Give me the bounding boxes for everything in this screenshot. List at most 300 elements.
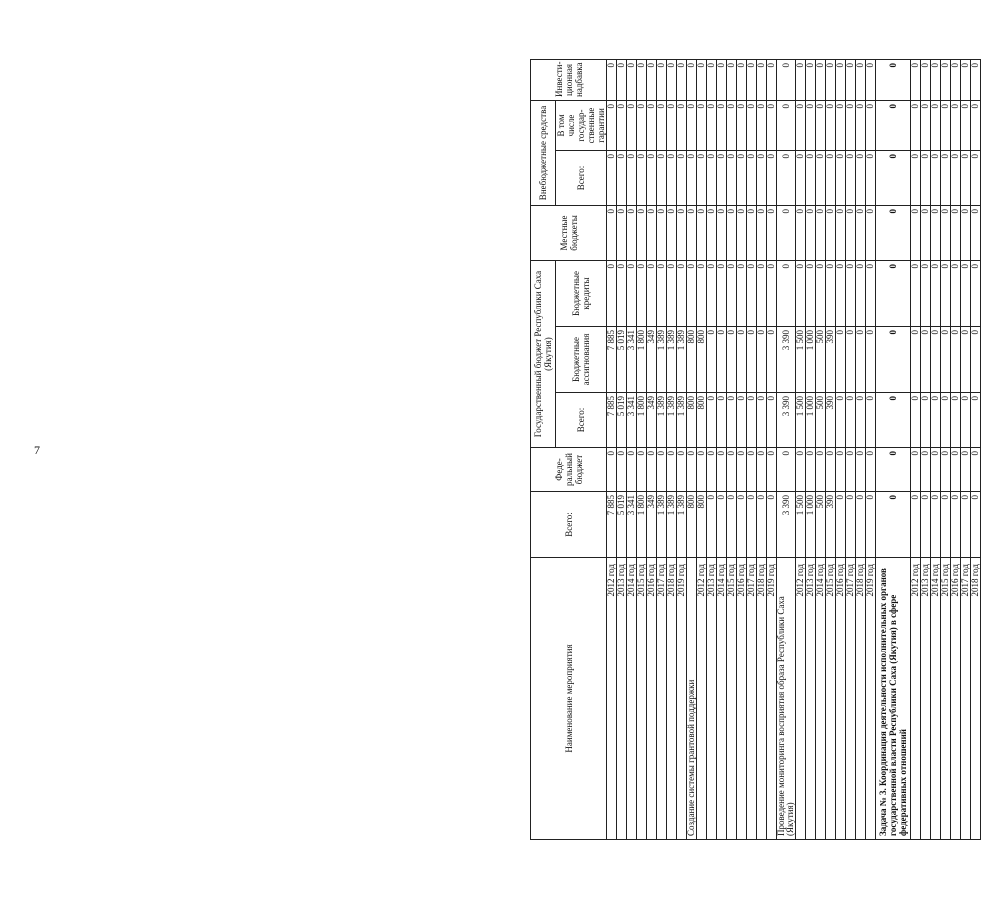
value-cell: 0 — [836, 448, 846, 492]
value-cell: 1 389 — [667, 327, 677, 393]
value-cell: 0 — [961, 206, 971, 261]
value-cell: 0 — [836, 492, 846, 558]
value-cell: 5 019 — [617, 492, 627, 558]
value-cell: 0 — [697, 206, 707, 261]
value-cell: 0 — [796, 206, 806, 261]
value-cell: 0 — [931, 59, 941, 100]
value-cell: 0 — [687, 100, 697, 150]
year-row — [727, 59, 737, 839]
row-name: 2018 год — [757, 558, 767, 840]
value-cell: 0 — [657, 261, 667, 327]
year-row — [767, 59, 777, 839]
value-cell: 0 — [866, 100, 876, 150]
value-cell: 0 — [921, 261, 931, 327]
row-name: Задача № 3. Координация деятельности исполнительных органов государственной власти Республики Саха (Якутия) в сфере федеративных отношений — [876, 558, 911, 840]
budget-table — [530, 59, 981, 840]
value-cell: 0 — [727, 261, 737, 327]
value-cell: 7 885 — [607, 327, 617, 393]
page-number: 7 — [34, 443, 40, 457]
year-row — [717, 59, 727, 839]
value-cell: 0 — [607, 151, 617, 206]
row-name: 2015 год — [826, 558, 836, 840]
year-row — [617, 59, 627, 839]
value-cell: 0 — [931, 206, 941, 261]
value-cell: 0 — [921, 100, 931, 150]
value-cell: 0 — [737, 100, 747, 150]
header-state-assignments: Бюджетные ассигнования — [556, 327, 607, 393]
value-cell: 0 — [846, 206, 856, 261]
value-cell: 0 — [856, 448, 866, 492]
value-cell: 0 — [707, 492, 717, 558]
year-row — [806, 59, 816, 839]
value-cell: 1 389 — [657, 393, 667, 448]
row-name: 2019 год — [866, 558, 876, 840]
value-cell: 349 — [647, 492, 657, 558]
value-cell: 0 — [876, 492, 911, 558]
value-cell: 0 — [911, 448, 921, 492]
value-cell: 0 — [737, 327, 747, 393]
value-cell: 0 — [637, 151, 647, 206]
value-cell: 0 — [617, 59, 627, 100]
value-cell: 0 — [826, 448, 836, 492]
value-cell: 0 — [727, 206, 737, 261]
value-cell: 0 — [866, 393, 876, 448]
value-cell: 0 — [826, 261, 836, 327]
value-cell: 3 341 — [627, 492, 637, 558]
value-cell: 0 — [876, 327, 911, 393]
value-cell: 0 — [941, 327, 951, 393]
value-cell: 0 — [627, 59, 637, 100]
value-cell: 500 — [816, 393, 826, 448]
value-cell: 0 — [921, 327, 931, 393]
value-cell: 0 — [836, 59, 846, 100]
value-cell: 0 — [647, 206, 657, 261]
value-cell: 7 885 — [607, 393, 617, 448]
value-cell: 0 — [856, 261, 866, 327]
year-row — [737, 59, 747, 839]
value-cell: 0 — [657, 206, 667, 261]
year-row — [697, 59, 707, 839]
value-cell: 0 — [757, 206, 767, 261]
value-cell: 0 — [667, 206, 677, 261]
value-cell: 0 — [637, 100, 647, 150]
table-body — [607, 59, 981, 839]
value-cell: 0 — [757, 100, 767, 150]
header-extrabudget: Внебюджетные средства — [531, 100, 556, 205]
value-cell: 0 — [911, 59, 921, 100]
value-cell: 0 — [737, 151, 747, 206]
value-cell: 0 — [747, 393, 757, 448]
year-row — [951, 59, 961, 839]
value-cell: 0 — [697, 100, 707, 150]
value-cell: 0 — [921, 492, 931, 558]
row-name: 2015 год — [941, 558, 951, 840]
value-cell: 0 — [657, 59, 667, 100]
value-cell: 800 — [687, 327, 697, 393]
value-cell: 0 — [796, 448, 806, 492]
value-cell: 0 — [727, 492, 737, 558]
value-cell: 0 — [806, 100, 816, 150]
value-cell: 0 — [707, 393, 717, 448]
value-cell: 0 — [707, 151, 717, 206]
value-cell: 0 — [941, 151, 951, 206]
value-cell: 0 — [866, 492, 876, 558]
row-name: 2016 год — [951, 558, 961, 840]
value-cell: 0 — [816, 206, 826, 261]
value-cell: 0 — [767, 393, 777, 448]
value-cell: 3 341 — [627, 393, 637, 448]
value-cell: 0 — [717, 59, 727, 100]
value-cell: 800 — [697, 393, 707, 448]
value-cell: 0 — [727, 327, 737, 393]
value-cell: 0 — [951, 206, 961, 261]
row-name: 2013 год — [617, 558, 627, 840]
value-cell: 0 — [647, 59, 657, 100]
value-cell: 1 389 — [667, 492, 677, 558]
row-name: 2014 год — [717, 558, 727, 840]
row-name: 2012 год — [607, 558, 617, 840]
value-cell: 0 — [697, 261, 707, 327]
value-cell: 0 — [866, 448, 876, 492]
value-cell: 0 — [777, 100, 796, 150]
value-cell: 0 — [777, 59, 796, 100]
row-name: 2013 год — [806, 558, 816, 840]
value-cell: 0 — [941, 100, 951, 150]
value-cell: 0 — [617, 206, 627, 261]
header-federal: Феде-ральный бюджет — [531, 448, 607, 492]
value-cell: 0 — [697, 59, 707, 100]
value-cell: 0 — [767, 448, 777, 492]
value-cell: 0 — [876, 393, 911, 448]
value-cell: 0 — [856, 393, 866, 448]
value-cell: 0 — [971, 100, 981, 150]
value-cell: 0 — [667, 100, 677, 150]
value-cell: 0 — [617, 448, 627, 492]
value-cell: 0 — [607, 261, 617, 327]
value-cell: 349 — [647, 393, 657, 448]
value-cell: 1 389 — [657, 327, 667, 393]
value-cell: 0 — [921, 151, 931, 206]
value-cell: 0 — [647, 100, 657, 150]
value-cell: 0 — [627, 448, 637, 492]
value-cell: 1 000 — [806, 492, 816, 558]
value-cell: 1 800 — [637, 393, 647, 448]
value-cell: 0 — [737, 492, 747, 558]
value-cell: 1 800 — [637, 492, 647, 558]
value-cell: 0 — [806, 448, 816, 492]
value-cell: 0 — [836, 393, 846, 448]
value-cell: 0 — [931, 151, 941, 206]
value-cell: 0 — [697, 448, 707, 492]
row-name: Проведение мониторинга восприятия образа Республики Саха (Якутия) — [777, 558, 796, 840]
value-cell: 0 — [856, 59, 866, 100]
year-row — [796, 59, 806, 839]
header-local: Местные бюджеты — [531, 206, 607, 261]
value-cell: 0 — [836, 151, 846, 206]
value-cell: 0 — [607, 59, 617, 100]
value-cell: 0 — [876, 100, 911, 150]
row-name: 2014 год — [931, 558, 941, 840]
value-cell: 0 — [951, 261, 961, 327]
value-cell: 0 — [951, 327, 961, 393]
value-cell: 0 — [637, 448, 647, 492]
header-state-budget: Государственный бюджет Республики Саха (Якутия) — [531, 261, 556, 448]
value-cell: 0 — [757, 261, 767, 327]
value-cell: 0 — [707, 327, 717, 393]
value-cell: 0 — [911, 151, 921, 206]
value-cell: 0 — [971, 492, 981, 558]
value-cell: 0 — [806, 261, 816, 327]
value-cell: 500 — [816, 327, 826, 393]
value-cell: 0 — [707, 261, 717, 327]
row-name: Создание системы грантовой поддержки — [687, 558, 697, 840]
value-cell: 0 — [866, 261, 876, 327]
value-cell: 0 — [687, 261, 697, 327]
value-cell: 0 — [637, 59, 647, 100]
header-row-top — [531, 59, 556, 839]
value-cell: 1 800 — [637, 327, 647, 393]
value-cell: 0 — [607, 100, 617, 150]
value-cell: 1 389 — [677, 327, 687, 393]
value-cell: 0 — [747, 261, 757, 327]
value-cell: 0 — [856, 151, 866, 206]
value-cell: 0 — [727, 151, 737, 206]
year-row — [961, 59, 971, 839]
value-cell: 0 — [941, 393, 951, 448]
value-cell: 390 — [826, 492, 836, 558]
value-cell: 1 389 — [667, 393, 677, 448]
value-cell: 0 — [717, 100, 727, 150]
value-cell: 0 — [931, 100, 941, 150]
value-cell: 0 — [627, 100, 637, 150]
value-cell: 0 — [931, 492, 941, 558]
value-cell: 0 — [971, 261, 981, 327]
activity-row — [777, 59, 796, 839]
value-cell: 0 — [846, 151, 856, 206]
value-cell: 0 — [921, 448, 931, 492]
value-cell: 0 — [637, 206, 647, 261]
value-cell: 0 — [806, 206, 816, 261]
value-cell: 0 — [717, 151, 727, 206]
value-cell: 0 — [961, 261, 971, 327]
value-cell: 0 — [617, 100, 627, 150]
value-cell: 500 — [816, 492, 826, 558]
value-cell: 0 — [717, 327, 727, 393]
year-row — [667, 59, 677, 839]
value-cell: 0 — [816, 448, 826, 492]
value-cell: 0 — [747, 448, 757, 492]
value-cell: 0 — [777, 206, 796, 261]
value-cell: 0 — [856, 100, 866, 150]
value-cell: 0 — [667, 448, 677, 492]
year-row — [971, 59, 981, 839]
value-cell: 0 — [921, 59, 931, 100]
value-cell: 0 — [961, 100, 971, 150]
value-cell: 0 — [757, 492, 767, 558]
value-cell: 0 — [846, 100, 856, 150]
year-row — [911, 59, 921, 839]
value-cell: 1 389 — [657, 492, 667, 558]
value-cell: 0 — [846, 448, 856, 492]
value-cell: 0 — [951, 151, 961, 206]
value-cell: 0 — [846, 327, 856, 393]
value-cell: 0 — [846, 393, 856, 448]
row-name: 2018 год — [971, 558, 981, 840]
value-cell: 0 — [941, 261, 951, 327]
value-cell: 3 390 — [777, 492, 796, 558]
row-name: 2016 год — [647, 558, 657, 840]
value-cell: 0 — [747, 492, 757, 558]
value-cell: 0 — [667, 151, 677, 206]
value-cell: 0 — [757, 448, 767, 492]
value-cell: 0 — [961, 448, 971, 492]
value-cell: 0 — [796, 261, 806, 327]
value-cell: 1 000 — [806, 393, 816, 448]
value-cell: 0 — [826, 100, 836, 150]
value-cell: 0 — [971, 448, 981, 492]
value-cell: 0 — [767, 327, 777, 393]
value-cell: 0 — [796, 151, 806, 206]
value-cell: 0 — [607, 206, 617, 261]
value-cell: 0 — [677, 100, 687, 150]
value-cell: 1 389 — [677, 393, 687, 448]
value-cell: 0 — [971, 59, 981, 100]
value-cell: 0 — [727, 100, 737, 150]
value-cell: 0 — [796, 100, 806, 150]
row-name: 2016 год — [836, 558, 846, 840]
value-cell: 0 — [757, 393, 767, 448]
value-cell: 0 — [677, 59, 687, 100]
value-cell: 0 — [717, 492, 727, 558]
value-cell: 0 — [617, 151, 627, 206]
value-cell: 0 — [697, 151, 707, 206]
value-cell: 0 — [727, 59, 737, 100]
value-cell: 0 — [921, 393, 931, 448]
value-cell: 0 — [647, 151, 657, 206]
value-cell: 800 — [687, 492, 697, 558]
value-cell: 0 — [707, 59, 717, 100]
value-cell: 800 — [697, 492, 707, 558]
value-cell: 0 — [737, 59, 747, 100]
value-cell: 0 — [866, 206, 876, 261]
row-name: 2013 год — [707, 558, 717, 840]
value-cell: 0 — [971, 327, 981, 393]
value-cell: 800 — [687, 393, 697, 448]
year-row — [816, 59, 826, 839]
year-row — [941, 59, 951, 839]
row-name: 2018 год — [856, 558, 866, 840]
value-cell: 0 — [961, 59, 971, 100]
value-cell: 0 — [727, 393, 737, 448]
value-cell: 0 — [931, 327, 941, 393]
value-cell: 0 — [687, 448, 697, 492]
value-cell: 0 — [951, 100, 961, 150]
value-cell: 0 — [931, 393, 941, 448]
value-cell: 0 — [836, 100, 846, 150]
value-cell: 1 000 — [806, 327, 816, 393]
year-row — [627, 59, 637, 839]
value-cell: 0 — [866, 151, 876, 206]
row-name: 2017 год — [657, 558, 667, 840]
value-cell: 0 — [747, 206, 757, 261]
value-cell: 0 — [856, 327, 866, 393]
value-cell: 0 — [806, 59, 816, 100]
value-cell: 0 — [961, 393, 971, 448]
year-row — [921, 59, 931, 839]
value-cell: 0 — [707, 100, 717, 150]
value-cell: 0 — [767, 100, 777, 150]
row-name: 2013 год — [921, 558, 931, 840]
year-row — [657, 59, 667, 839]
value-cell: 3 341 — [627, 327, 637, 393]
row-name: 2016 год — [737, 558, 747, 840]
value-cell: 0 — [911, 327, 921, 393]
value-cell: 0 — [931, 448, 941, 492]
value-cell: 0 — [941, 59, 951, 100]
value-cell: 0 — [707, 448, 717, 492]
value-cell: 0 — [876, 261, 911, 327]
year-row — [826, 59, 836, 839]
value-cell: 0 — [856, 492, 866, 558]
value-cell: 0 — [677, 261, 687, 327]
value-cell: 0 — [707, 206, 717, 261]
value-cell: 0 — [951, 448, 961, 492]
value-cell: 0 — [806, 151, 816, 206]
row-name: 2018 год — [667, 558, 677, 840]
header-investment: Инвести-ционная надбавка — [531, 59, 607, 100]
value-cell: 0 — [677, 448, 687, 492]
value-cell: 7 885 — [607, 492, 617, 558]
row-name: 2015 год — [727, 558, 737, 840]
value-cell: 0 — [971, 151, 981, 206]
activity-row — [687, 59, 697, 839]
value-cell: 0 — [747, 151, 757, 206]
value-cell: 0 — [627, 206, 637, 261]
value-cell: 0 — [617, 261, 627, 327]
value-cell: 1 500 — [796, 492, 806, 558]
value-cell: 0 — [717, 393, 727, 448]
year-row — [866, 59, 876, 839]
value-cell: 0 — [911, 261, 921, 327]
value-cell: 0 — [607, 448, 617, 492]
value-cell: 349 — [647, 327, 657, 393]
value-cell: 0 — [717, 261, 727, 327]
value-cell: 0 — [667, 261, 677, 327]
value-cell: 0 — [767, 206, 777, 261]
task-row — [876, 59, 911, 839]
row-name: 2019 год — [677, 558, 687, 840]
value-cell: 0 — [961, 327, 971, 393]
year-row — [647, 59, 657, 839]
header-extra-guarantees: В том числе государ-ственные гарантии — [556, 100, 607, 150]
value-cell: 0 — [941, 448, 951, 492]
row-name: 2014 год — [816, 558, 826, 840]
header-total: Всего: — [531, 492, 607, 558]
value-cell: 3 390 — [777, 393, 796, 448]
value-cell: 0 — [866, 327, 876, 393]
value-cell: 0 — [677, 206, 687, 261]
year-row — [637, 59, 647, 839]
value-cell: 0 — [876, 206, 911, 261]
value-cell: 0 — [836, 327, 846, 393]
value-cell: 390 — [826, 327, 836, 393]
value-cell: 0 — [971, 206, 981, 261]
value-cell: 1 389 — [677, 492, 687, 558]
value-cell: 0 — [687, 59, 697, 100]
value-cell: 0 — [747, 59, 757, 100]
year-row — [856, 59, 866, 839]
value-cell: 0 — [767, 151, 777, 206]
